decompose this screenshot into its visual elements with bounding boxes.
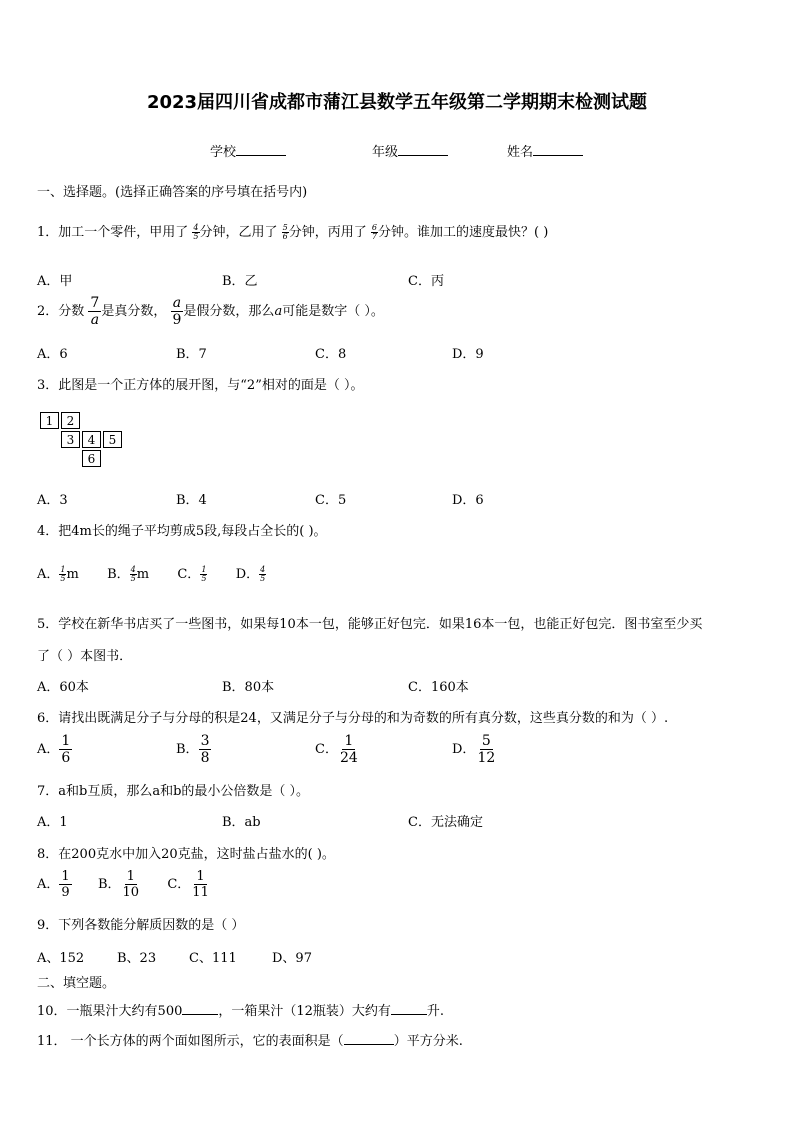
q8-a-fraction: [59, 870, 71, 899]
name-blank: [533, 143, 583, 156]
q7-option-c[interactable]: C．无法确定: [408, 815, 483, 830]
option-label: A．: [37, 567, 60, 582]
q11-text-2: ）平方分米.: [393, 1034, 463, 1049]
school-blank: [236, 143, 286, 156]
q6-option-b[interactable]: [176, 734, 211, 765]
q9-option-b[interactable]: B、23: [117, 951, 157, 966]
q5-option-b[interactable]: B．80本: [222, 680, 275, 695]
question-6: 6．请找出既满足分子与分母的积是24，又满足分子与分母的和为奇数的所有真分数，这些真分数的和为（ ）.: [37, 711, 669, 726]
name-label: 姓名: [507, 145, 534, 160]
q4-option-c[interactable]: [177, 567, 207, 582]
numerator: 1: [60, 565, 66, 574]
q6-c-fraction: [338, 734, 360, 765]
q6-option-c[interactable]: [315, 734, 360, 765]
q1-option-a[interactable]: A．甲: [37, 274, 73, 289]
q7-option-b[interactable]: B．ab: [222, 815, 261, 830]
option-label: D．: [452, 742, 476, 757]
q11-text-1: 11． 一个长方体的两个面如图所示，它的表面积是（: [37, 1034, 344, 1049]
q2-text-4: 可能是数字（ ）。: [282, 304, 384, 319]
name-field: [507, 141, 583, 160]
q6-a-fraction: [59, 734, 72, 765]
grade-field: [372, 141, 448, 160]
option-label: A．: [37, 742, 60, 757]
q6-b-fraction: [199, 734, 212, 765]
section-choice-heading: 一、选择题。(选择正确答案的序号填在括号内): [37, 185, 308, 200]
q2-text-2: 是真分数，: [101, 304, 167, 319]
q1-option-b[interactable]: B．乙: [222, 274, 258, 289]
denominator: a: [90, 312, 100, 328]
question-7: 7．a和b互质，那么a和b的最小公倍数是（ ）。: [37, 784, 310, 799]
numerator: 1: [201, 565, 207, 574]
q1-option-c[interactable]: C．丙: [408, 274, 444, 289]
school-field: [210, 141, 286, 160]
numerator: 1: [344, 733, 354, 749]
denominator: 6: [282, 232, 288, 241]
q4-d-fraction: [259, 566, 266, 583]
q4-option-b[interactable]: [107, 567, 149, 582]
option-label: A．: [37, 877, 60, 892]
q3-option-c[interactable]: C．5: [315, 493, 347, 508]
numerator: 5: [282, 223, 288, 232]
net-face-1: 1: [40, 412, 59, 429]
q9-option-d[interactable]: D、97: [272, 951, 312, 966]
denominator: 5: [130, 574, 136, 583]
q5-option-a[interactable]: A．60本: [37, 680, 89, 695]
numerator: 4: [260, 565, 266, 574]
q10-text-1: 10．一瓶果汁大约有500: [37, 1004, 183, 1019]
q2-option-c[interactable]: C．8: [315, 347, 347, 362]
q1-text-3: 分钟，丙用了: [288, 225, 367, 240]
q8-option-a[interactable]: [37, 869, 72, 900]
q2-text-3: 是假分数，那么: [183, 304, 275, 319]
question-10: [37, 1000, 444, 1019]
q1-fraction-2: [282, 224, 289, 241]
q1-fraction-1: [192, 224, 199, 241]
denominator: 12: [477, 750, 496, 766]
q2-fraction-2: [171, 296, 184, 327]
grade-label: 年级: [372, 145, 399, 160]
q4-option-a[interactable]: [37, 567, 79, 582]
numerator: 1: [126, 869, 135, 884]
option-label: B．: [97, 877, 121, 892]
numerator: 3: [200, 733, 210, 749]
option-label: C．: [315, 742, 338, 757]
option-label: B．: [107, 567, 130, 582]
q8-options: [37, 870, 211, 899]
q9-option-c[interactable]: C、111: [189, 951, 237, 966]
section-fill-heading: 二、填空题。: [37, 976, 116, 991]
denominator: 6: [61, 750, 71, 766]
question-5-line-2: 了（ ）本图书．: [37, 649, 133, 664]
denominator: 5: [193, 232, 199, 241]
question-5-line-1: 5．学校在新华书店买了一些图书，如果每10本一包，能够正好包完．如果16本一包，也能正好包完．图书室至少买: [37, 617, 703, 632]
numerator: 4: [193, 223, 199, 232]
q9-option-a[interactable]: A、152: [37, 951, 85, 966]
net-face-4: 4: [82, 431, 101, 448]
option-label: C．: [167, 877, 191, 892]
denominator: 10: [122, 885, 140, 900]
denominator: 8: [200, 750, 210, 766]
q2-variable: a: [274, 304, 283, 319]
numerator: 5: [481, 733, 491, 749]
q6-option-a[interactable]: [37, 734, 72, 765]
grade-blank: [398, 143, 448, 156]
q8-option-b[interactable]: [97, 869, 141, 900]
q1-text-2: 分钟，乙用了: [199, 225, 278, 240]
q3-option-a[interactable]: A．3: [37, 493, 68, 508]
q1-fraction-3: [371, 224, 378, 241]
q3-option-b[interactable]: B．4: [176, 493, 207, 508]
denominator: 5: [201, 574, 207, 583]
option-label: C．: [177, 567, 201, 582]
q10-text-2: ，一箱果汁（12瓶装）大约有: [218, 1004, 391, 1019]
q2-option-a[interactable]: A．6: [37, 347, 68, 362]
school-label: 学校: [210, 145, 237, 160]
question-11: [37, 1030, 463, 1049]
numerator: 1: [61, 733, 71, 749]
net-face-6: 6: [82, 450, 101, 467]
unit: m: [66, 567, 79, 582]
net-face-3: 3: [61, 431, 80, 448]
net-face-2: 2: [61, 412, 80, 429]
q3-option-d[interactable]: D．6: [452, 493, 484, 508]
q7-option-a[interactable]: A．1: [37, 815, 68, 830]
q1-text-4: 分钟。谁加工的速度最快？( ): [378, 225, 549, 240]
q4-option-d[interactable]: [236, 567, 267, 582]
q10-text-3: 升.: [426, 1004, 445, 1019]
q4-b-fraction: [130, 566, 137, 583]
q11-blank[interactable]: [344, 1032, 394, 1045]
option-label: D．: [235, 567, 260, 582]
question-1: [37, 221, 548, 241]
numerator: 1: [61, 869, 70, 884]
numerator: 4: [130, 565, 136, 574]
q8-b-fraction: [121, 870, 142, 899]
q2-option-d[interactable]: D．9: [452, 347, 484, 362]
option-label: B．: [176, 742, 199, 757]
question-8: 8．在200克水中加入20克盐，这时盐占盐水的( )。: [37, 847, 335, 862]
q5-option-c[interactable]: C．160本: [408, 680, 469, 695]
denominator: 11: [192, 885, 209, 900]
unit: m: [136, 567, 150, 582]
q10-blank-1[interactable]: [182, 1002, 218, 1015]
question-3: 3．此图是一个正方体的展开图，与“2”相对的面是（ ）。: [37, 378, 364, 393]
question-2: [37, 296, 384, 327]
denominator: 7: [371, 232, 378, 241]
q2-fraction-1: [88, 296, 101, 327]
numerator: 1: [196, 869, 205, 884]
q4-c-fraction: [200, 566, 207, 583]
q1-text-1: 1．加工一个零件，甲用了: [37, 225, 189, 240]
denominator: 5: [60, 574, 66, 583]
net-face-5: 5: [103, 431, 122, 448]
question-9: 9．下列各数能分解质因数的是（ ）: [37, 918, 245, 933]
q6-d-fraction: [475, 734, 497, 765]
q8-c-fraction: [190, 870, 211, 899]
q6-option-d[interactable]: [452, 734, 497, 765]
q2-text-1: 2．分数: [37, 304, 85, 319]
numerator: 7: [90, 295, 100, 311]
page-title: 2023届四川省成都市蒲江县数学五年级第二学期期末检测试题: [146, 92, 648, 113]
q4-options: [37, 563, 266, 583]
denominator: 9: [61, 885, 70, 900]
q2-option-b[interactable]: B．7: [176, 347, 207, 362]
q10-blank-2[interactable]: [391, 1002, 427, 1015]
denominator: 9: [172, 312, 182, 328]
numerator: a: [172, 295, 182, 311]
numerator: 6: [371, 223, 378, 232]
q8-option-c[interactable]: [167, 869, 211, 900]
denominator: 5: [260, 574, 266, 583]
question-4: 4．把4m长的绳子平均剪成5段,每段占全长的( )。: [37, 524, 327, 539]
denominator: 24: [339, 750, 358, 766]
